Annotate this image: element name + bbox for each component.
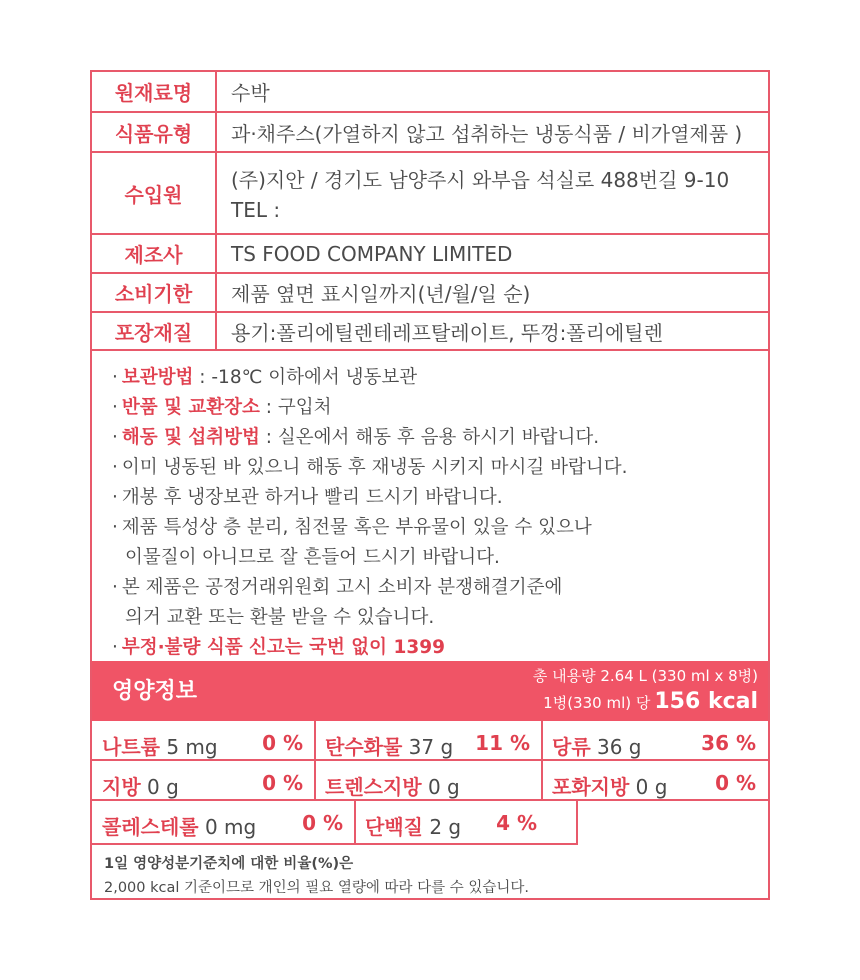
row-value: 수박: [231, 81, 270, 105]
row-label: 제조사: [92, 235, 217, 272]
nutrient-sugars: 당류 36 g 36 %: [542, 721, 768, 761]
note-dispute: · 본 제품은 공정거래위원회 고시 소비자 분쟁해결기준에: [112, 577, 563, 598]
nutrient-protein: 단백질 2 g 4 %: [355, 801, 577, 845]
importer-address: (주)지안 / 경기도 남양주시 와부읍 석실로 488번길 9-10: [231, 168, 730, 192]
note-refreeze: · 이미 냉동된 바 있으니 해동 후 재냉동 시키지 마시길 바랍니다.: [112, 457, 628, 478]
row-value: 제품 옆면 표시일까지(년/월/일 순): [231, 282, 531, 306]
row-label: 포장재질: [92, 313, 217, 349]
row-value: 과·채주스(가열하지 않고 섭취하는 냉동식품 / 비가열제품 ): [231, 121, 743, 146]
kcal-value: 156 kcal: [654, 689, 758, 714]
note-sediment-cont: 이물질이 아니므로 잘 흔들어 드시기 바랍니다.: [125, 547, 500, 568]
row-manufacturer: [92, 235, 768, 274]
divider: [576, 801, 578, 845]
note-sediment: · 제품 특성상 층 분리, 침전물 혹은 부유물이 있을 수 있으나: [112, 517, 592, 538]
row-label: 수입원: [92, 153, 217, 233]
nutrient-fat: 지방 0 g 0 %: [92, 761, 315, 801]
divider: [314, 721, 316, 801]
note-report: · 부정·불량 식품 신고는 국번 없이 1399: [112, 637, 445, 658]
row-value: TS FOOD COMPANY LIMITED: [231, 241, 513, 266]
row-label: 식품유형: [92, 113, 217, 151]
total-content: 총 내용량 2.64 L (330 ml x 8병): [532, 667, 758, 685]
note-return: · 반품 및 교환장소 : 구입처: [112, 397, 332, 418]
product-info-label: [90, 70, 770, 900]
nutrient-carbs: 탄수화물 37 g 11 %: [315, 721, 542, 761]
row-label: 원재료명: [92, 72, 217, 111]
nutrition-title: 영양정보: [112, 679, 198, 704]
divider: [354, 801, 356, 845]
row-expiry: [92, 274, 768, 313]
row-value: 용기:폴리에틸렌테레프탈레이트, 뚜껑:폴리에틸렌: [231, 320, 663, 345]
footnote-line1: 1일 영양성분기준치에 대한 비율(%)은: [104, 856, 354, 872]
row-importer: [92, 153, 768, 235]
nutrient-saturated-fat: 포화지방 0 g 0 %: [542, 761, 768, 801]
footnote-line2: 2,000 kcal 기준이므로 개인의 필요 열량에 따라 다를 수 있습니다.: [104, 880, 530, 896]
row-packaging: [92, 313, 768, 351]
note-thawing: · 해동 및 섭취방법 : 실온에서 해동 후 음용 하시기 바랍니다.: [112, 427, 600, 448]
row-label: 소비기한: [92, 274, 217, 311]
per-serving: 1병(330 ml) 당 156 kcal: [543, 689, 758, 714]
row-value: [231, 153, 764, 233]
nutrition-footnote: [104, 852, 529, 900]
row-food-type: [92, 113, 768, 153]
nutrition-header: [92, 661, 768, 721]
nutrient-trans-fat: 트렌스지방 0 g: [315, 761, 542, 801]
note-opened: · 개봉 후 냉장보관 하거나 빨리 드시기 바랍니다.: [112, 487, 503, 508]
row-ingredients: [92, 72, 768, 113]
divider: [541, 721, 543, 801]
note-dispute-cont: 의거 교환 또는 환불 받을 수 있습니다.: [125, 607, 435, 628]
notes-section: [92, 351, 768, 661]
importer-tel: TEL :: [231, 198, 281, 222]
note-storage: · 보관방법 : -18℃ 이하에서 냉동보관: [112, 367, 418, 388]
nutrient-sodium: 나트륨 5 mg 0 %: [92, 721, 315, 761]
nutrient-cholesterol: 콜레스테롤 0 mg 0 %: [92, 801, 355, 845]
